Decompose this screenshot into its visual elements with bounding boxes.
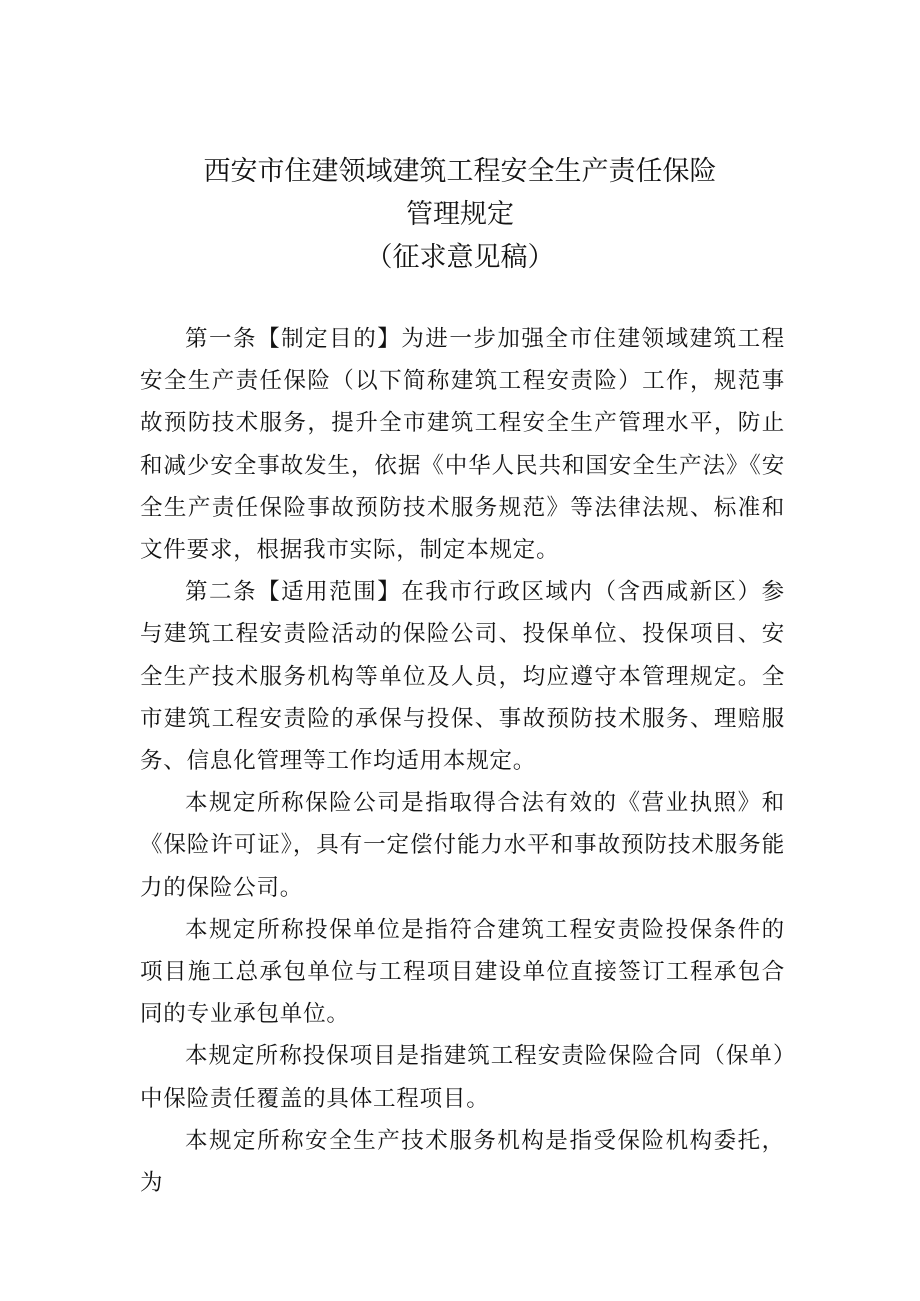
paragraph-article-2: 第二条【适用范围】在我市行政区域内（含西咸新区）参与建筑工程安责险活动的保险公司、投保单位、投保项目、安全生产技术服务机构等单位及人员，均应遵守本管理规定。全市建筑工程安责险的承保与投保、事故预防技术服务、理赔服务、信息化管理等工作均适用本规定。 [140, 579, 785, 775]
document-title [0, 150, 920, 279]
document-body [140, 318, 785, 1204]
title-line-3: （征求意见稿） [365, 242, 555, 273]
paragraph-project-definition: 本规定所称投保项目是指建筑工程安责险保险合同（保单）中保险责任覆盖的具体工程项目。 [140, 1043, 785, 1112]
paragraph-article-1: 第一条【制定目的】为进一步加强全市住建领域建筑工程安全生产责任保险（以下简称建筑工程安责险）工作，规范事故预防技术服务，提升全市建筑工程安全生产管理水平，防止和减少安全事故发生，依据《中华人民共和国安全生产法》《安全生产责任保险事故预防技术服务规范》等法律法规、标准和文件要求，根据我市实际，制定本规定。 [140, 326, 785, 564]
paragraph-policyholder-definition: 本规定所称投保单位是指符合建筑工程安责险投保条件的项目施工总承包单位与工程项目建设单位直接签订工程承包合同的专业承包单位。 [140, 916, 785, 1028]
paragraph-service-agency-definition: 本规定所称安全生产技术服务机构是指受保险机构委托，为 [140, 1127, 785, 1197]
paragraph-insurer-definition: 本规定所称保险公司是指取得合法有效的《营业执照》和《保险许可证》，具有一定偿付能力水平和事故预防技术服务能力的保险公司。 [140, 790, 785, 901]
title-line-1: 西安市住建领域建筑工程安全生产责任保险 [203, 156, 717, 187]
title-line-2: 管理规定 [406, 199, 514, 230]
